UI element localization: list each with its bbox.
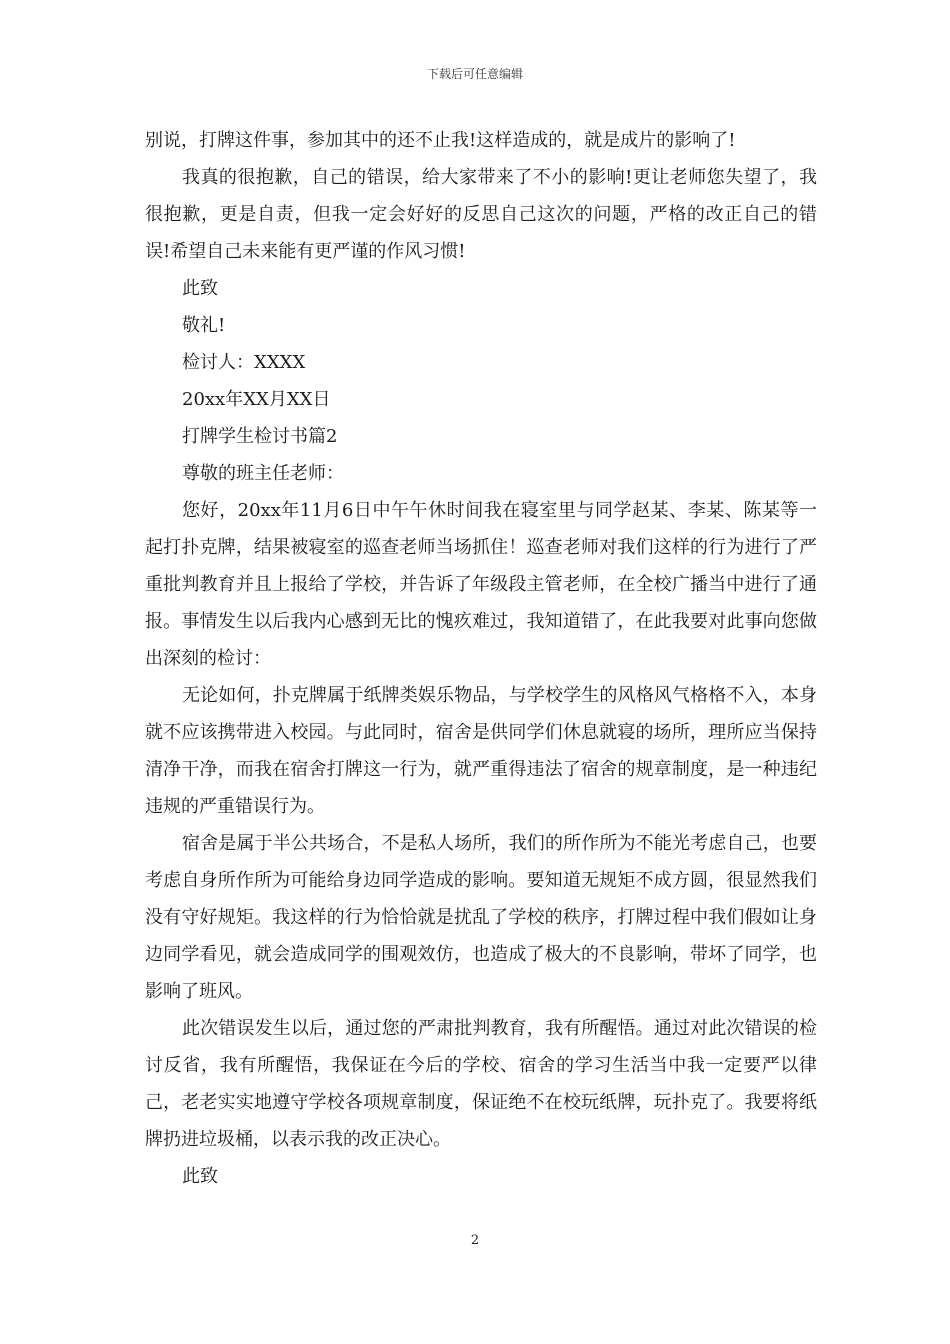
- paragraph: 宿舍是属于半公共场合，不是私人场所，我们的所作所为不能光考虑自己，也要考虑自身所作所为可能给身边同学造成的影响。要知道无规矩不成方圆，很显然我们没有守好规矩。我这样的行为恰恰就是扰乱了学校的秩序，打牌过程中我们假如让身边同学看见，就会造成同学的围观效仿，也造成了极大的不良影响，带坏了同学，也影响了班风。: [145, 833, 817, 1002]
- signature-line: 检讨人：XXXX: [182, 352, 306, 373]
- page-number: 2: [470, 1233, 480, 1248]
- closing-regards: 敬礼!: [182, 315, 226, 336]
- date-line: 20xx年XX月XX日: [182, 389, 331, 410]
- paragraph: 您好，20xx年11月6日中午午休时间我在寝室里与同学赵某、李某、陈某等一起打扑克牌，结果被寝室的巡查老师当场抓住！巡查老师对我们这样的行为进行了严重批判教育并且上报给了学校，并告诉了年级段主管老师，在全校广播当中进行了通报。事情发生以后我内心感到无比的愧疚难过，我知道错了，在此我要对此事向您做出深刻的检讨：: [145, 500, 817, 669]
- page-header: 下载后可任意编辑: [426, 67, 523, 81]
- section-title: 打牌学生检讨书篇2: [182, 426, 338, 447]
- paragraph: 此次错误发生以后，通过您的严肃批判教育，我有所醒悟。通过对此次错误的检讨反省，我有所醒悟，我保证在今后的学校、宿舍的学习生活当中我一定要严以律己，老老实实地遵守学校各项规章制度，保证绝不在校玩纸牌，玩扑克了。我要将纸牌扔进垃圾桶，以表示我的改正决心。: [145, 1018, 817, 1150]
- paragraph: 别说，打牌这件事，参加其中的还不止我!这样造成的，就是成片的影响了!: [145, 130, 736, 151]
- paragraph: 我真的很抱歉，自己的错误，给大家带来了不小的影响!更让老师您失望了，我很抱歉，更是自责，但我一定会好好的反思自己这次的问题，严格的改正自己的错误!希望自己未来能有更严谨的作风习惯!: [145, 167, 817, 262]
- document-body: [145, 122, 817, 1195]
- greeting: 尊敬的班主任老师：: [182, 463, 344, 484]
- paragraph: 无论如何，扑克牌属于纸牌类娱乐物品，与学校学生的风格风气格格不入，本身就不应该携带进入校园。与此同时，宿舍是供同学们休息就寝的场所，理所应当保持清净干净，而我在宿舍打牌这一行为，就严重得违法了宿舍的规章制度，是一种违纪违规的严重错误行为。: [145, 685, 817, 817]
- closing-salutation: 此致: [182, 1166, 218, 1187]
- closing-salutation: 此致: [182, 278, 218, 299]
